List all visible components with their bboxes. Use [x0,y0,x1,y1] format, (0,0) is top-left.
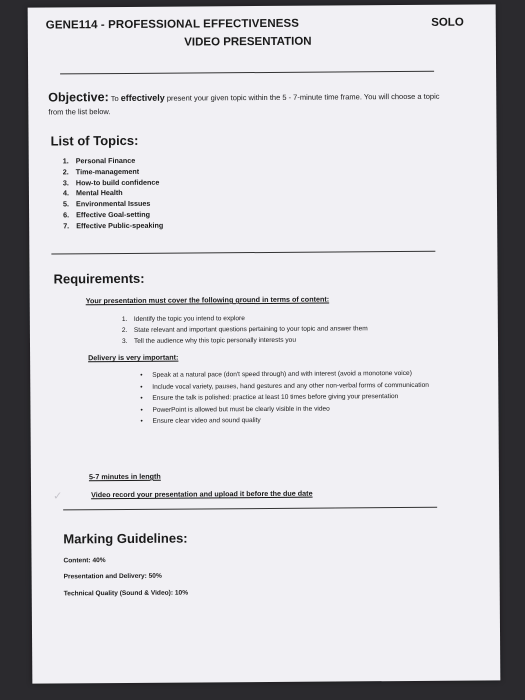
list-item: 4. Mental Health [62,188,123,198]
assignment-page [28,4,501,683]
length-requirement: 5-7 minutes in length [88,471,161,482]
bullet-icon: • [140,371,143,379]
requirements-intro: Your presentation must cover the following ground in terms of content: [85,294,330,306]
upload-requirement: Video record your presentation and upload it before the due date [91,488,313,500]
delivery-list [140,369,440,429]
assignment-mode: SOLO [431,16,464,29]
divider-bottom [63,507,437,511]
list-item: 6. Effective Goal-setting [63,209,151,220]
topics-list [63,156,164,232]
objective-label: Objective [48,90,105,105]
objective-bold: effectively [120,92,165,103]
list-item: • PowerPoint is allowed but must be clearly visible in the video [140,404,440,417]
marking-delivery: Presentation and Delivery: 50% [63,572,162,581]
bullet-icon: • [140,406,143,414]
requirements-list [122,312,368,347]
objective-paragraph: Objective: To effectively present your given topic within the 5 - 7-minute time frame. You will choose a topic from the list below. [48,90,440,117]
list-item: • Ensure the talk is polished: practice at least 10 times before giving your presentation [140,392,440,405]
bullet-icon: • [140,395,143,403]
marking-heading: Marking Guidelines: [63,530,188,547]
list-item: • Ensure clear video and sound quality [141,415,441,428]
list-item: 2. Time-management [62,166,140,177]
list-item: 7. Effective Public-speaking [63,220,164,231]
objective-lead: To [110,94,119,104]
assignment-subtitle: VIDEO PRESENTATION [184,35,312,49]
delivery-heading: Delivery is very important: [88,352,179,363]
marking-technical: Technical Quality (Sound & Video): 10% [63,589,189,598]
list-item: • Speak at a natural pace (don't speed through) and with interest (avoid a monotone voice) [140,369,440,382]
checkmark-icon: ✓ [53,490,63,503]
marking-content: Content: 40% [63,557,106,565]
divider-middle [51,251,435,255]
list-item: • Include vocal variety, pauses, hand gestures and any other non-verbal forms of communication [140,380,440,393]
requirements-heading: Requirements: [53,270,145,287]
bullet-icon: • [140,418,143,426]
list-item: 1. Identify the topic you intend to explore [121,315,245,323]
list-item: 3. How-to build confidence [62,177,160,187]
bullet-icon: • [140,383,143,391]
topics-heading: List of Topics: [50,132,139,149]
objective-text: present your given topic within the 5 - 7-minute time frame. You will choose a topic from the list below. [48,91,440,117]
list-item: 1. Personal Finance [62,155,136,166]
list-item: 2. State relevant and important questions pertaining to your topic and answer them [121,325,368,335]
course-title: GENE114 - PROFESSIONAL EFFECTIVENESS [45,17,300,32]
list-item: 3. Tell the audience why this topic personally interests you [121,337,297,346]
list-item: 5. Environmental Issues [62,198,151,209]
divider-top [60,71,434,75]
